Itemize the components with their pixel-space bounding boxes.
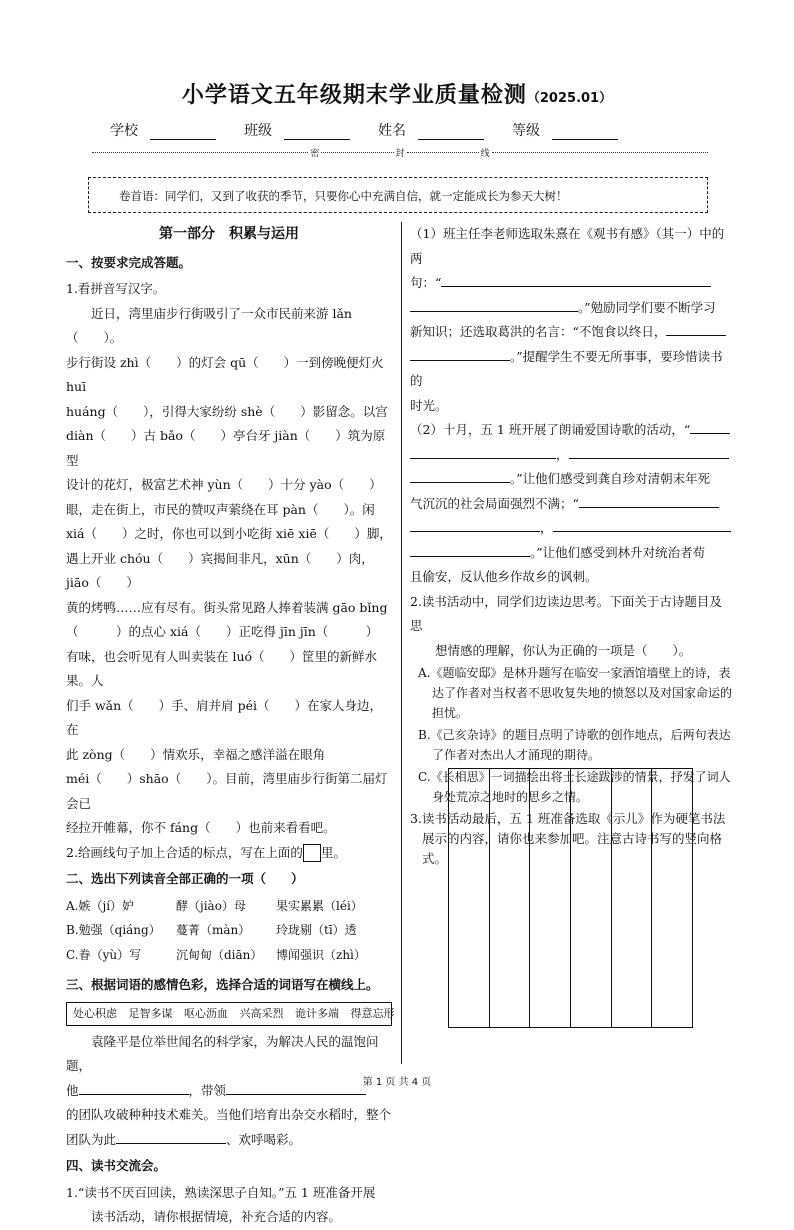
page-footer: 第 1 页 共 4 页 — [362, 1077, 432, 1088]
seal-mark: 密 — [310, 149, 320, 159]
option-item[interactable]: B.勉强（qiáng） — [66, 923, 161, 937]
word-item: 得意忘形 — [350, 1006, 395, 1020]
exam-title — [0, 78, 794, 109]
passage-line: 有味，也会听见有人叫卖装在 luó（ ）筐里的新鲜水果。人 — [66, 648, 378, 688]
passage-line: 此 zòng（ ）情欢乐，幸福之感洋溢在眼角 — [66, 746, 326, 762]
grid-column[interactable] — [571, 769, 612, 1027]
preface-notice: 卷首语：同学们，又到了收获的季节，只要你心中充满自信，就一定能成长为参天大树！ — [88, 177, 708, 213]
part-title: 第一部分 积累与运用 — [159, 226, 299, 242]
calligraphy-grid[interactable] — [448, 768, 693, 1028]
answer-blank[interactable] — [441, 272, 711, 287]
passage-line: méi（ ）shāo（ ）。目前，湾里庙步行街第二届灯会已 — [66, 771, 388, 811]
seal-line — [90, 146, 710, 159]
question-text — [410, 541, 734, 566]
field-name — [378, 120, 484, 140]
grid-column[interactable] — [490, 769, 531, 1027]
passage-line: xiá（ ）之时，你也可以到小吃街 xiē xiē（ ）脚， — [66, 526, 392, 541]
question-title: 1.看拼音写汉字。 — [66, 281, 166, 296]
seal-mark: 线 — [480, 149, 490, 159]
text-span: 气沉沉的社会局面强烈不满；“ — [410, 495, 579, 511]
passage-line: 经拉开帷幕，你不 fáng（ ）也前来看看吧。 — [66, 820, 336, 835]
question-text: 3.读书活动最后，五 1 班准备选取《示儿》作为硬笔书法展示的内容，请你也来参加吧。注意古诗书写的竖向格式。 — [410, 811, 726, 866]
passage-line: 近日，湾里庙步行街吸引了一众市民前来游 lǎn（ ）。 — [66, 305, 352, 345]
field-label: 班级 — [244, 123, 272, 139]
class-input-line[interactable] — [284, 123, 350, 140]
word-bank — [66, 1002, 395, 1026]
seal-dots — [407, 152, 479, 153]
passage-line: 设计的花灯，极富艺术神 yùn（ ）十分 yào（ ） — [66, 477, 382, 492]
grid-column[interactable] — [530, 769, 571, 1027]
option-item: 酵（jiào）母 — [176, 898, 246, 913]
passage-line: huáng（ ），引得大家纷纷 shè（ ）影留念。以宫 — [66, 403, 388, 419]
field-class — [244, 120, 350, 140]
section-title: 二、选出下列读音全部正确的一项（ ） — [66, 871, 304, 886]
answer-blank[interactable] — [410, 297, 578, 312]
text-span: 。”勉励同学们要不断学习 — [578, 299, 716, 315]
question-text: ， — [410, 516, 734, 541]
option-item: 沉甸甸（diān） — [176, 947, 263, 962]
grid-column[interactable] — [449, 769, 490, 1027]
pinyin-options — [66, 894, 392, 968]
question-text — [410, 492, 734, 517]
question-punctuation: 2.给画线句子加上合适的标点，写在上面的 里。 — [66, 841, 392, 866]
choice-option-c[interactable]: C.《长相思》一词描绘出将士长途跋涉的情景，抒发了词人身处荒凉之地时的思乡之情。 — [418, 770, 731, 804]
paragraph-line: 袁隆平是位举世闻名的科学家，为解决人民的温饱问题， — [66, 1033, 379, 1073]
question-text: ， — [410, 443, 734, 468]
grid-column[interactable] — [652, 769, 692, 1027]
column-divider — [401, 222, 402, 1064]
text-span: 新知识；还选取葛洪的名言：“不饱食以终日， — [410, 324, 667, 339]
grid-column[interactable] — [612, 769, 653, 1027]
question-text: 1.“读书不厌百回读，熟读深思子自知。”五 1 班准备开展 — [66, 1184, 376, 1200]
text-span: 、欢呼喝彩。 — [226, 1131, 302, 1147]
field-school — [110, 120, 216, 140]
option-item: 博闻强识（zhì） — [276, 947, 366, 962]
passage-line: 黄的烤鸭……应有尽有。街头常见路人捧着装满 gāo bǐng — [66, 599, 388, 615]
question-text: （1）班主任李老师选取朱熹在《观书有感》（其一）中的两 — [410, 226, 725, 266]
answer-blank[interactable] — [553, 517, 731, 532]
paragraph-line — [66, 1128, 392, 1153]
question-text: 2.读书活动中，同学们边读边思考。下面关于古诗题目及思 — [410, 593, 722, 633]
passage-line: 眼，走在街上，市民的赞叹声萦绕在耳 pàn（ ）。闲 — [66, 501, 375, 517]
passage-line: 遇上开业 chóu（ ）宾揭间非凡，xūn（ ）肉，jiāo（ ） — [66, 550, 374, 590]
option-item: 玲珑剔（tī）透 — [276, 923, 357, 937]
answer-blank[interactable] — [666, 321, 726, 336]
question-text — [410, 345, 734, 394]
title-date: （2025.01） — [526, 91, 613, 106]
question-text: 且偷安，反认他乡作故乡的讽刺。 — [410, 569, 598, 584]
section-title: 三、根据词语的感情色彩，选择合适的词语写在横线上。 — [66, 977, 379, 992]
title-text: 小学语文五年级期末学业质量检测 — [181, 83, 527, 108]
field-label: 姓名 — [378, 123, 406, 139]
passage-line: 们手 wǎn（ ）手、肩并肩 péi（ ）在家人身边，在 — [66, 697, 383, 737]
word-item: 足智多谋 — [128, 1006, 173, 1020]
word-item: 呕心沥血 — [184, 1006, 228, 1020]
seal-dots — [492, 152, 708, 153]
question-text: 读书活动，请你根据情境，补充合适的内容。 — [91, 1209, 342, 1224]
word-item: 兴高采烈 — [239, 1006, 284, 1020]
text-span: 团队为此 — [66, 1131, 117, 1147]
field-label: 学校 — [110, 123, 138, 139]
text-span: 他 — [66, 1082, 79, 1098]
option-item: 果实累累（léi） — [276, 898, 363, 913]
question-text — [410, 320, 734, 345]
text-span: 句：“ — [410, 275, 442, 290]
section-title: 一、按要求完成答题。 — [66, 254, 192, 270]
question-text — [410, 418, 734, 443]
grade-input-line[interactable] — [552, 123, 618, 140]
option-item[interactable]: A.嫉（jí）妒 — [66, 898, 135, 913]
answer-blank[interactable] — [690, 419, 730, 434]
passage-line: 步行街设 zhì（ ）的灯会 qū（ ）一到傍晚便灯火 huī — [66, 354, 384, 394]
question-text — [410, 271, 734, 296]
choice-option-a[interactable]: A.《题临安邸》是林升题写在临安一家酒馆墙壁上的诗，表达了作者对当权者不思收复失地的愤怒以及对国家命运的担忧。 — [418, 666, 733, 720]
answer-blank[interactable] — [116, 1129, 226, 1144]
option-item[interactable]: C.眷（yù）写 — [66, 947, 142, 962]
text-span: 。”让他们感受到龚自珍对清朝末年死 — [510, 471, 711, 486]
choice-option-b[interactable]: B.《己亥杂诗》的题目点明了诗歌的创作地点，后两句表达了作者对杰出人才涌现的期待。 — [418, 728, 731, 762]
field-grade — [512, 120, 618, 140]
answer-box[interactable] — [303, 844, 321, 862]
question-text: 想情感的理解，你认为正确的一项是（ ）。 — [435, 642, 692, 658]
field-label: 等级 — [512, 123, 540, 139]
paragraph-line: 的团队攻破种种技术难关。当他们培育出杂交水稻时，整个 — [66, 1107, 392, 1122]
question-text — [410, 296, 734, 321]
student-info-row — [110, 120, 670, 140]
text-span: 。”让他们感受到林升对统治者苟 — [530, 544, 706, 560]
answer-blank[interactable] — [579, 493, 719, 508]
passage-line: diàn（ ）古 bǎo（ ）亭台牙 jiàn（ ）筑为原型 — [66, 428, 386, 468]
seal-dots — [92, 152, 308, 153]
answer-blank[interactable] — [569, 444, 729, 459]
question-text: 时光。 — [410, 397, 448, 413]
answer-blank[interactable] — [410, 542, 530, 557]
question-text — [410, 467, 734, 492]
section-title: 四、读书交流会。 — [66, 1158, 167, 1173]
word-item: 处心积虑 — [73, 1006, 117, 1020]
school-input-line[interactable] — [150, 123, 216, 140]
text-span: 。”提醒学生不要无所事事，要珍惜读书的 — [410, 348, 723, 388]
name-input-line[interactable] — [418, 123, 484, 140]
text-span: ，带领 — [188, 1082, 227, 1098]
answer-blank[interactable] — [410, 517, 540, 532]
seal-dots — [321, 152, 393, 153]
text-span: （2）十月，五 1 班开展了朗诵爱国诗歌的活动，“ — [410, 422, 691, 437]
option-item: 蔓菁（màn） — [176, 923, 251, 937]
word-item: 诡计多端 — [295, 1006, 339, 1020]
answer-blank[interactable] — [410, 468, 510, 483]
passage-line: （ ）的点心 xiá（ ）正吃得 jīn jīn（ ） — [66, 624, 379, 639]
answer-blank[interactable] — [410, 444, 556, 459]
seal-mark: 封 — [395, 149, 405, 159]
answer-blank[interactable] — [410, 346, 510, 361]
